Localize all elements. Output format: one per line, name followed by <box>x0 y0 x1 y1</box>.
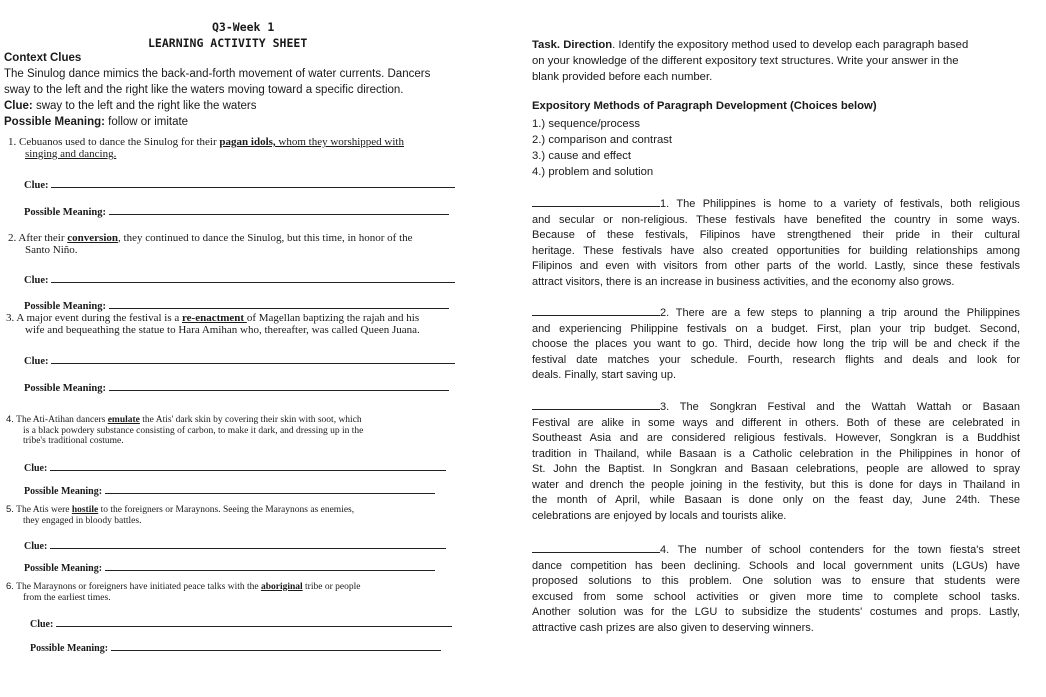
task-direction: Task. Direction. Identify the expository method used to develop each paragraph based on your knowledge of the different expository text structures. Write your answer in the blank provided before each number. <box>532 39 969 83</box>
methods-heading: Expository Methods of Paragraph Development (Choices below) <box>532 100 877 112</box>
item-3: 3. A major event during the festival is a re-enactment of Magellan baptizing the rajah and his wife and bequeathing the statue to Hara Amihan who, thereafter, was called Queen Juana. <box>6 312 420 336</box>
item-4: 4. The Ati-Atihan dancers emulate the Atis' dark skin by covering their skin with soot, which is a black powdery substance consisting of carbon, to make it dark, and dressing up in the tribe's traditional costume. <box>6 414 364 446</box>
method-item: 1.) sequence/process <box>532 118 641 130</box>
item-2: 2. After their conversion, they continued to dance the Sinulog, but this time, in honor of the Santo Niño. <box>8 232 413 256</box>
example-clue-text: sway to the left and the right like the waters <box>35 100 257 112</box>
item-6-clue-field[interactable]: Clue: <box>30 616 452 630</box>
item-2-clue-field[interactable]: Clue: <box>24 272 455 286</box>
method-item: 2.) comparison and contrast <box>532 134 673 146</box>
item-2-meaning-field[interactable]: Possible Meaning: <box>24 298 449 312</box>
answer-blank-2[interactable] <box>532 305 660 316</box>
item-5-clue-field[interactable]: Clue: <box>24 538 446 552</box>
method-item: 4.) problem and solution <box>532 166 654 178</box>
item-3-meaning-field[interactable]: Possible Meaning: <box>24 380 449 394</box>
answer-blank-1[interactable] <box>532 196 660 207</box>
item-3-clue-field[interactable]: Clue: <box>24 353 455 367</box>
answer-blank-4[interactable] <box>532 542 660 553</box>
target-word-3: re-enactment <box>181 312 247 324</box>
context-clues-heading: Context Clues <box>4 52 82 64</box>
answer-blank-3[interactable] <box>532 399 660 410</box>
target-word-6: aboriginal <box>260 582 303 592</box>
item-5: 5. The Atis were hostile to the foreigners or Maraynons. Seeing the Maraynons as enemies, they engaged in bloody battles. <box>6 504 355 526</box>
example-clue <box>4 100 257 112</box>
week-label: Q3-Week 1 <box>212 20 275 34</box>
task-label: Task. Direction <box>532 39 613 51</box>
item-4-clue-field[interactable]: Clue: <box>24 460 446 474</box>
paragraph-1: 1. The Philippines is home to a variety of festivals, both religious and secular or non-religious. These festivals have benefited the country in some ways. Because of these festivals, Filipinos have strengthened their pride in their cultural heritage. These festivals have also created opportunities for building relationships among Filipinos and even with visitors from other parts of the world. Lastly, since these festivals attract visitors, there is an increase in business activities, and the economy also grows. <box>532 198 1020 288</box>
item-1: 1. Cebuanos used to dance the Sinulog for their pagan idols, whom they worshipped with singing and dancing. <box>8 136 404 160</box>
example-clue-label: Clue: <box>4 100 33 112</box>
item-6-meaning-field[interactable]: Possible Meaning: <box>30 640 441 654</box>
example-meaning-text: follow or imitate <box>108 116 189 128</box>
target-word-5: hostile <box>71 505 99 515</box>
item-4-meaning-field[interactable]: Possible Meaning: <box>24 483 435 497</box>
target-word-2: conversion <box>67 232 119 244</box>
sheet-title: LEARNING ACTIVITY SHEET <box>148 36 308 50</box>
paragraph-4: 4. The number of school contenders for the town fiesta's street dance competition has been declining. Schools and local government units (LGUs) have proposed solutions to this problem. One solution was to ensure that students were excused from some school activities or given more time to complete school tasks. Another solution was for the LGU to subsidize the students' costumes and props. Lastly, attractive cash prizes are also given to deserving winners. <box>532 544 1020 634</box>
item-1-meaning-field[interactable]: Possible Meaning: <box>24 204 449 218</box>
example-meaning-label: Possible Meaning: <box>4 116 105 128</box>
method-item: 3.) cause and effect <box>532 150 632 162</box>
example-line-2: sway to the left and the right like the waters moving toward a specific direction. <box>4 84 404 96</box>
example-meaning <box>4 116 188 128</box>
target-word-1: pagan idols, <box>219 136 276 148</box>
item-5-meaning-field[interactable]: Possible Meaning: <box>24 560 435 574</box>
methods-list <box>532 116 672 180</box>
example-line-1: The Sinulog dance mimics the back-and-forth movement of water currents. Dancers <box>4 68 431 80</box>
target-word-4: emulate <box>107 415 140 425</box>
item-6: 6. The Maraynons or foreigners have initiated peace talks with the aboriginal tribe or people from the earliest times. <box>6 581 361 603</box>
paragraph-3: 3. The Songkran Festival and the Wattah Wattah or Basaan Festival are alike in some ways and different in others. Both of these are celebrated in Southeast Asia and are considered religious festivals. However, Songkran is a Buddhist tradition in Thailand, while Basaan is a Catholic celebration in the Philippines in honor of St. John the Baptist. In Songkran and Basaan celebrations, people are allowed to spray water and drench the people joining in the festivity, but this is done for days in Thailand in the month of April, while Basaan is done only on the feast day, June 24th. These celebrations are enjoyed by locals and tourists alike. <box>532 401 1020 522</box>
item-1-clue-field[interactable]: Clue: <box>24 177 455 191</box>
paragraph-2: 2. There are a few steps to planning a trip around the Philippines and experiencing Philippine festivals on a budget. First, plan your trip budget. Second, choose the places you want to go. Third, decide how long the trip will be and check if the festival date matches your schedule. Fourth, research flights and deals and look for deals. Finally, start saving up. <box>532 307 1020 381</box>
